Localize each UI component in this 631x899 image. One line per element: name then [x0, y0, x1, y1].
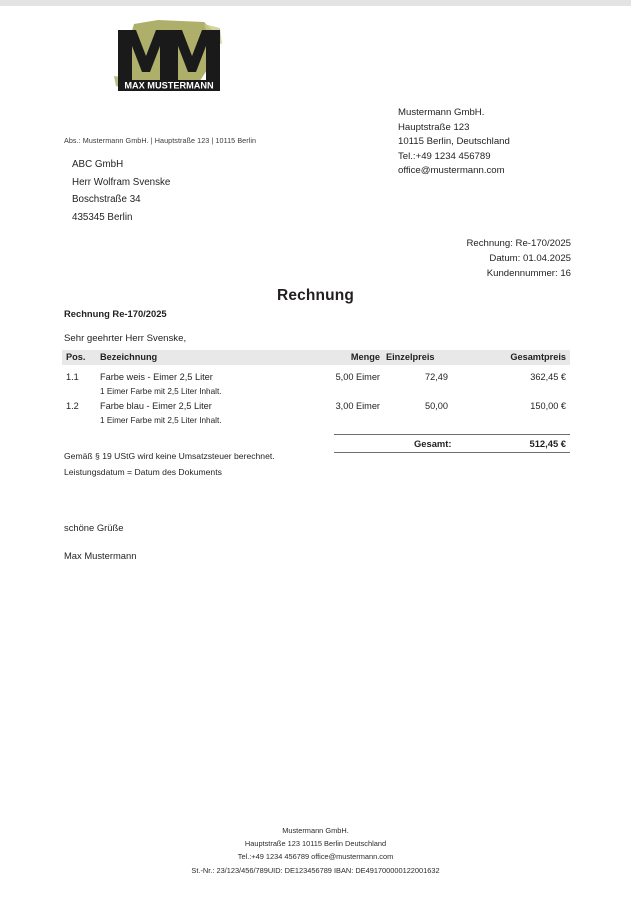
customer-number: Kundennummer: 16 [486, 268, 571, 280]
logo-name-text: MAX MUSTERMANN [124, 80, 214, 91]
company-logo [112, 18, 224, 96]
line-items-table [62, 350, 570, 428]
row-subdescription: 1 Eimer Farbe mit 2,5 Liter Inhalt. [100, 416, 222, 425]
row-total-price: 362,45 € [530, 372, 566, 382]
table-row [62, 399, 570, 414]
invoice-meta-block [466, 236, 571, 282]
sender-email: office@mustermann.com [398, 165, 505, 177]
footer-contact: Tel.:+49 1234 456789 office@mustermann.com [237, 852, 394, 862]
header-pos: Pos. [66, 352, 86, 362]
totals-rule-bottom [334, 452, 570, 453]
header-total-price: Gesamtpreis [510, 352, 566, 362]
row-total-price: 150,00 € [530, 401, 566, 411]
row-pos: 1.1 [66, 372, 79, 382]
footer-company: Mustermann GmbH. [282, 826, 349, 835]
row-description: Farbe blau - Eimer 2,5 Liter [100, 401, 212, 411]
invoice-date: Datum: 01.04.2025 [489, 253, 571, 265]
footer-tax-bank: St.-Nr.: 23/123/456/789UID: DE123456789 IBAN: DE491700000122001632 [191, 865, 440, 875]
row-quantity: 3,00 Eimer [335, 401, 380, 411]
recipient-street: Boschstraße 34 [72, 194, 141, 206]
row-pos: 1.2 [66, 401, 79, 411]
invoice-subject: Rechnung Re-170/2025 [64, 308, 167, 319]
recipient-company: ABC GmbH [72, 159, 124, 170]
header-quantity: Menge [350, 352, 380, 362]
footer-address: Hauptstraße 123 10115 Berlin Deutschland [244, 839, 387, 849]
row-quantity: 5,00 Eimer [335, 372, 380, 382]
total-row [62, 435, 570, 452]
closing-signature: Max Mustermann [64, 550, 137, 561]
header-description: Bezeichnung [100, 352, 158, 362]
invoice-page [0, 6, 631, 899]
total-value: 512,45 € [529, 438, 566, 449]
row-subdescription: 1 Eimer Farbe mit 2,5 Liter Inhalt. [100, 387, 222, 396]
page-footer [0, 824, 631, 877]
recipient-person: Herr Wolfram Svenske [72, 176, 171, 188]
invoice-number: Rechnung: Re-170/2025 [466, 238, 571, 249]
sender-line: Mustermann GmbH. [398, 107, 485, 118]
total-label: Gesamt: [414, 438, 452, 449]
return-address-line: Abs.: Mustermann GmbH. | Hauptstraße 123 | 10115 Berlin [64, 136, 257, 145]
row-unit-price: 50,00 [425, 401, 448, 411]
sender-line: 10115 Berlin, Deutschland [398, 136, 510, 148]
row-description: Farbe weis - Eimer 2,5 Liter [100, 372, 213, 382]
recipient-address-block [72, 156, 170, 226]
table-row [62, 370, 570, 385]
sender-address-block [398, 106, 510, 179]
sender-line: Tel.:+49 1234 456789 [398, 150, 491, 162]
row-unit-price: 72,49 [425, 372, 448, 382]
header-unit-price: Einzelpreis [386, 352, 435, 362]
closing-greeting: schöne Grüße [64, 522, 124, 533]
tax-note: Gemäß § 19 UStG wird keine Umsatzsteuer berechnet. [64, 451, 275, 461]
salutation-text: Sehr geehrter Herr Svenske, [64, 333, 187, 344]
sender-line: Hauptstraße 123 [398, 121, 470, 133]
page-title: Rechnung [276, 287, 354, 304]
table-header-row [62, 350, 570, 365]
table-row-subdescription [62, 414, 570, 428]
table-row-subdescription [62, 385, 570, 399]
recipient-city: 435345 Berlin [72, 211, 133, 223]
service-date-note: Leistungsdatum = Datum des Dokuments [64, 467, 222, 477]
